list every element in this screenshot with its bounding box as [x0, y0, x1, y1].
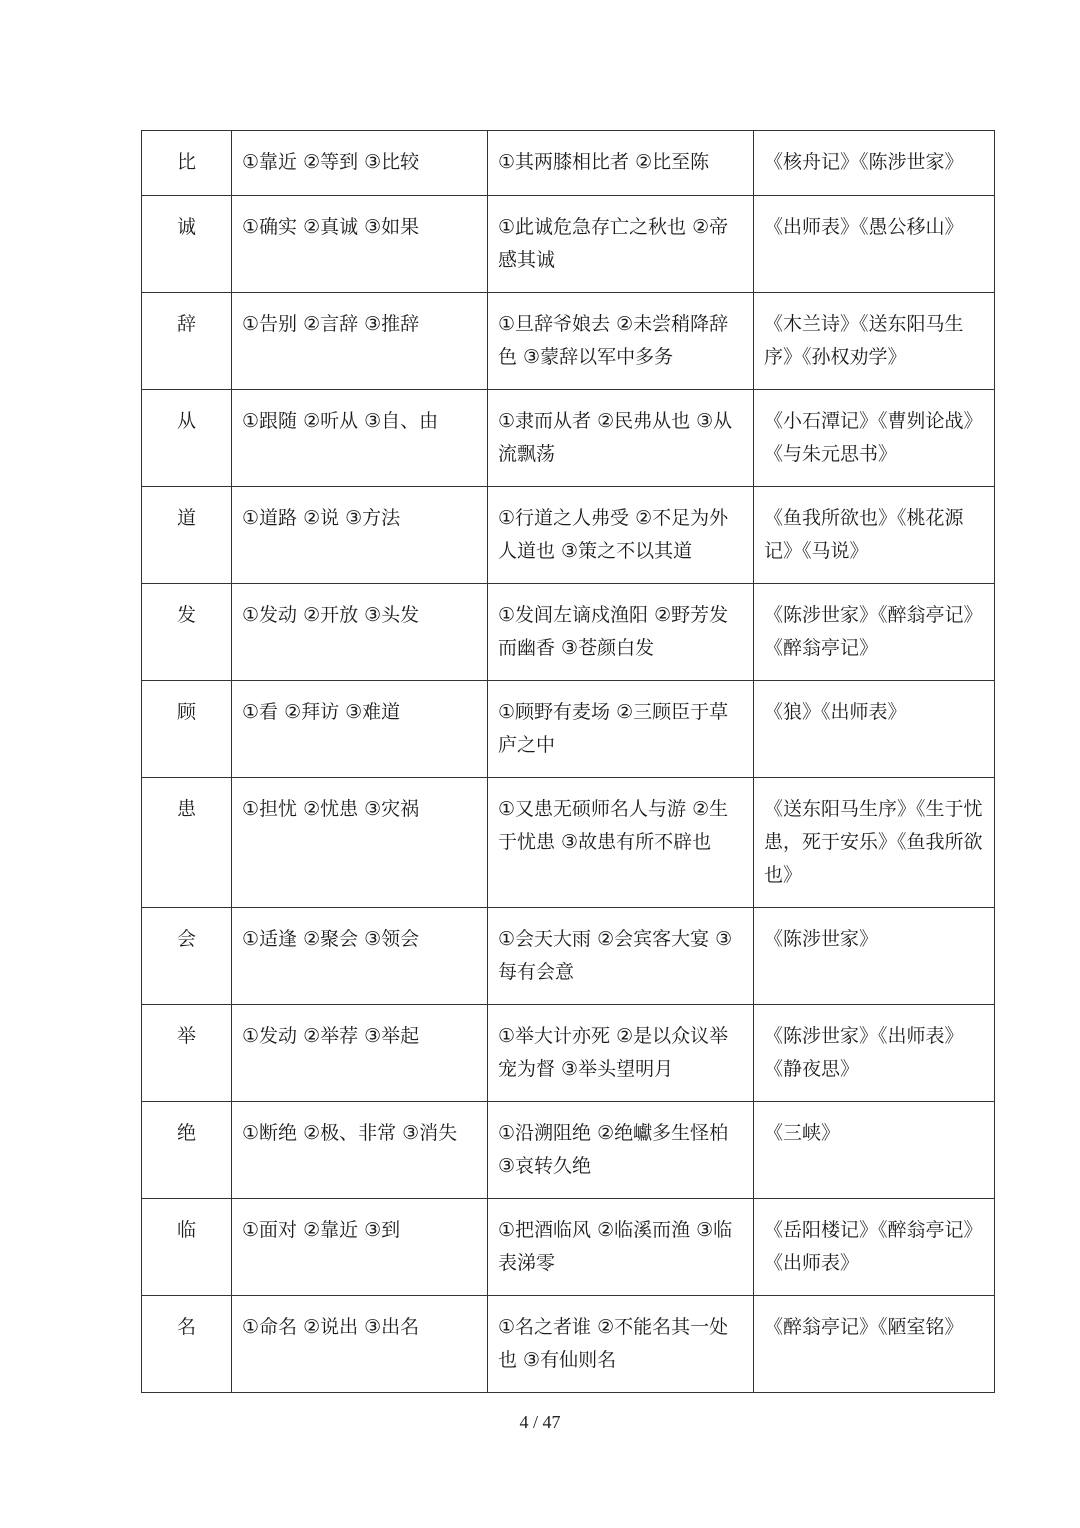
character-cell: 发: [142, 584, 232, 681]
meanings-cell: ①命名 ②说出 ③出名: [232, 1296, 488, 1393]
table-row: [142, 1102, 995, 1199]
examples-cell: ①行道之人弗受 ②不足为外人道也 ③策之不以其道: [488, 487, 754, 584]
meanings-cell: ①告别 ②言辞 ③推辞: [232, 293, 488, 390]
meanings-cell: ①发动 ②举荐 ③举起: [232, 1005, 488, 1102]
character-cell: 从: [142, 390, 232, 487]
table-row: [142, 487, 995, 584]
sources-cell: 《小石潭记》《曹刿论战》《与朱元思书》: [754, 390, 995, 487]
table-row: [142, 390, 995, 487]
table-row: [142, 584, 995, 681]
table-row: [142, 1005, 995, 1102]
table-row: [142, 1296, 995, 1393]
character-cell: 名: [142, 1296, 232, 1393]
sources-cell: 《岳阳楼记》《醉翁亭记》《出师表》: [754, 1199, 995, 1296]
sources-cell: 《醉翁亭记》《陋室铭》: [754, 1296, 995, 1393]
character-cell: 临: [142, 1199, 232, 1296]
meanings-cell: ①靠近 ②等到 ③比较: [232, 131, 488, 196]
meanings-cell: ①断绝 ②极、非常 ③消失: [232, 1102, 488, 1199]
examples-cell: ①举大计亦死 ②是以众议举宠为督 ③举头望明月: [488, 1005, 754, 1102]
character-cell: 比: [142, 131, 232, 196]
meanings-cell: ①发动 ②开放 ③头发: [232, 584, 488, 681]
character-cell: 顾: [142, 681, 232, 778]
sources-cell: 《三峡》: [754, 1102, 995, 1199]
table-row: [142, 778, 995, 908]
examples-cell: ①名之者谁 ②不能名其一处也 ③有仙则名: [488, 1296, 754, 1393]
examples-cell: ①旦辞爷娘去 ②未尝稍降辞色 ③蒙辞以军中多务: [488, 293, 754, 390]
character-cell: 会: [142, 908, 232, 1005]
sources-cell: 《陈涉世家》《醉翁亭记》《醉翁亭记》: [754, 584, 995, 681]
sources-cell: 《鱼我所欲也》《桃花源记》《马说》: [754, 487, 995, 584]
meanings-cell: ①适逢 ②聚会 ③领会: [232, 908, 488, 1005]
examples-cell: ①会天大雨 ②会宾客大宴 ③每有会意: [488, 908, 754, 1005]
sources-cell: 《送东阳马生序》《生于忧患，死于安乐》《鱼我所欲也》: [754, 778, 995, 908]
table-row: [142, 681, 995, 778]
meanings-cell: ①确实 ②真诚 ③如果: [232, 196, 488, 293]
meanings-cell: ①面对 ②靠近 ③到: [232, 1199, 488, 1296]
table-row: [142, 1199, 995, 1296]
character-cell: 举: [142, 1005, 232, 1102]
examples-cell: ①其两膝相比者 ②比至陈: [488, 131, 754, 196]
sources-cell: 《陈涉世家》《出师表》《静夜思》: [754, 1005, 995, 1102]
examples-cell: ①沿溯阻绝 ②绝巘多生怪柏 ③哀转久绝: [488, 1102, 754, 1199]
meanings-cell: ①担忧 ②忧患 ③灾祸: [232, 778, 488, 908]
sources-cell: 《狼》《出师表》: [754, 681, 995, 778]
meanings-cell: ①看 ②拜访 ③难道: [232, 681, 488, 778]
examples-cell: ①此诚危急存亡之秋也 ②帝感其诚: [488, 196, 754, 293]
meanings-cell: ①跟随 ②听从 ③自、由: [232, 390, 488, 487]
character-cell: 辞: [142, 293, 232, 390]
table-row: [142, 131, 995, 196]
sources-cell: 《木兰诗》《送东阳马生序》《孙权劝学》: [754, 293, 995, 390]
sources-cell: 《出师表》《愚公移山》: [754, 196, 995, 293]
vocabulary-table: [141, 130, 995, 1393]
table-row: [142, 196, 995, 293]
table-row: [142, 293, 995, 390]
examples-cell: ①又患无硕师名人与游 ②生于忧患 ③故患有所不辟也: [488, 778, 754, 908]
examples-cell: ①把酒临风 ②临溪而渔 ③临表涕零: [488, 1199, 754, 1296]
sources-cell: 《陈涉世家》: [754, 908, 995, 1005]
character-cell: 绝: [142, 1102, 232, 1199]
examples-cell: ①顾野有麦场 ②三顾臣于草庐之中: [488, 681, 754, 778]
character-cell: 诚: [142, 196, 232, 293]
meanings-cell: ①道路 ②说 ③方法: [232, 487, 488, 584]
examples-cell: ①隶而从者 ②民弗从也 ③从流飘荡: [488, 390, 754, 487]
examples-cell: ①发闾左谪戍渔阳 ②野芳发而幽香 ③苍颜白发: [488, 584, 754, 681]
page-number: 4 / 47: [519, 1412, 561, 1432]
character-cell: 道: [142, 487, 232, 584]
sources-cell: 《核舟记》《陈涉世家》: [754, 131, 995, 196]
table-row: [142, 908, 995, 1005]
character-cell: 患: [142, 778, 232, 908]
